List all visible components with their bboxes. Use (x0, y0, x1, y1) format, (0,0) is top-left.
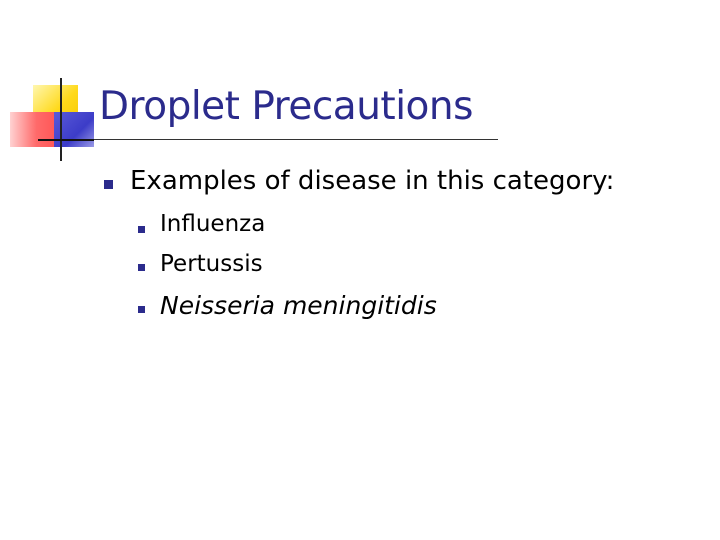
decorative-red-bar (10, 112, 58, 147)
sub-bullet-square-icon (138, 264, 145, 271)
bullet-square-icon (104, 180, 113, 189)
slide-title: Droplet Precautions (99, 84, 473, 129)
title-underline (38, 139, 498, 140)
sub-bullet-influenza: Influenza (160, 211, 266, 237)
sub-bullet-pertussis: Pertussis (160, 251, 263, 277)
sub-bullet-square-icon (138, 226, 145, 233)
decorative-vertical-line (60, 78, 62, 161)
bullet-text: Examples of disease in this category: (130, 166, 615, 196)
sub-bullet-square-icon (138, 306, 145, 313)
decorative-horizontal-line (38, 139, 94, 141)
sub-bullet-neisseria: Neisseria meningitidis (160, 291, 437, 320)
